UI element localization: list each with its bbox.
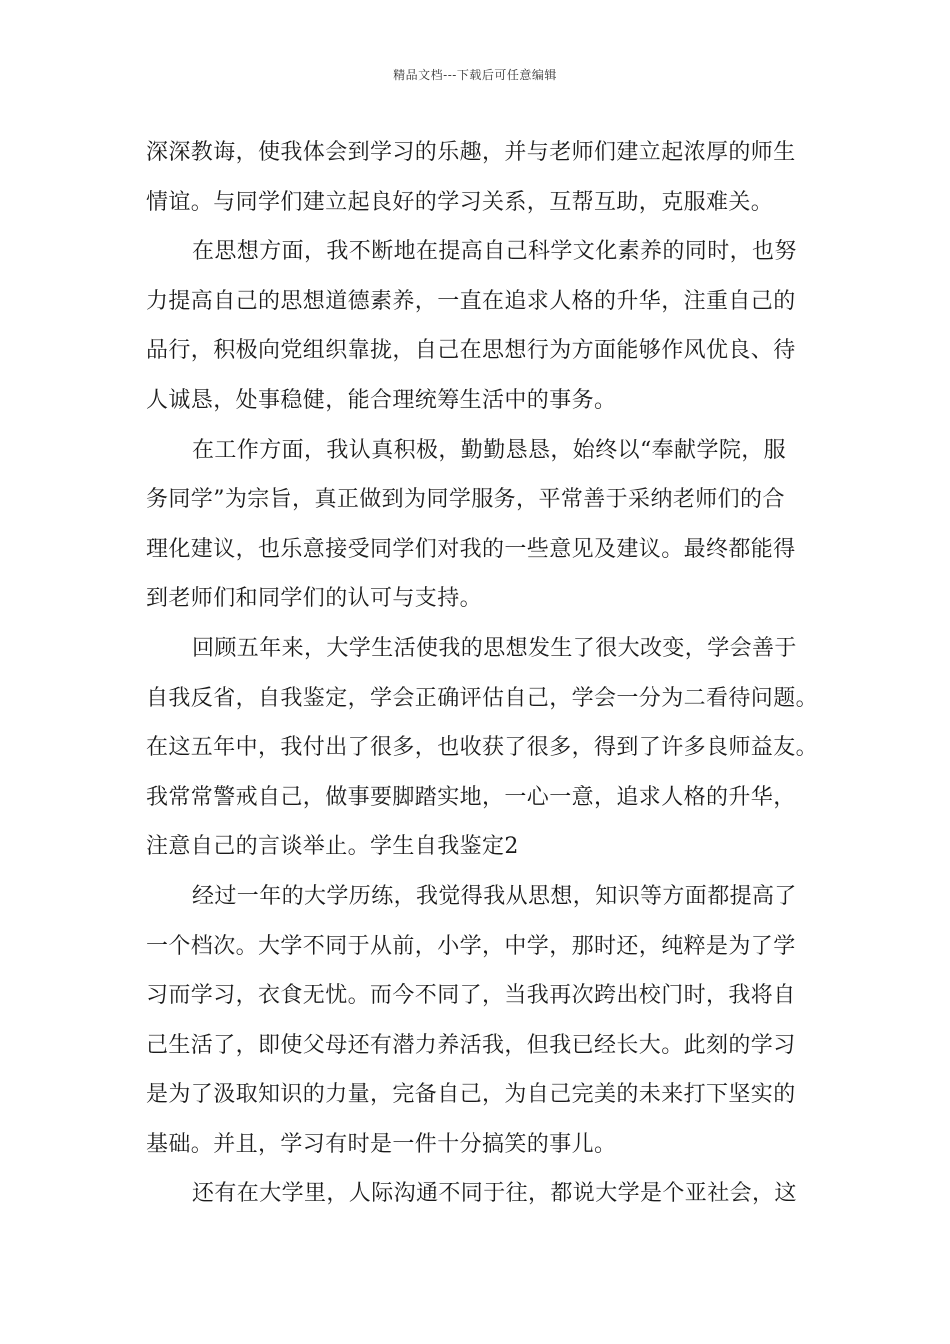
text-line: 理化建议，也乐意接受同学们对我的一些意见及建议。最终都能得 xyxy=(146,536,796,562)
text-line: 基础。并且，学习有时是一件十分搞笑的事儿。 xyxy=(146,1131,617,1157)
text-line: 是为了汲取知识的力量，完备自己，为自己完美的未来打下坚实的 xyxy=(146,1082,796,1108)
text-line: 在这五年中，我付出了很多，也收获了很多，得到了许多良师益友。 xyxy=(146,735,819,761)
text-line: 我常常警戒自己，做事要脚踏实地，一心一意，追求人格的升华， xyxy=(146,784,796,810)
text-line: 在工作方面，我认真积极，勤勤恳恳，始终以“奉献学院，服 xyxy=(192,437,787,463)
text-line: 一个档次。大学不同于从前，小学，中学，那时还，纯粹是为了学 xyxy=(146,933,796,959)
text-line: 在思想方面，我不断地在提高自己科学文化素养的同时，也努 xyxy=(192,239,797,265)
text-line: 回顾五年来，大学生活使我的思想发生了很大改变，学会善于 xyxy=(192,635,797,661)
text-line: 到老师们和同学们的认可与支持。 xyxy=(146,586,483,612)
text-line: 自我反省，自我鉴定，学会正确评估自己，学会一分为二看待问题。 xyxy=(146,685,819,711)
text-line: 己生活了，即使父母还有潜力养活我，但我已经长大。此刻的学习 xyxy=(146,1032,796,1058)
text-line: 注意自己的言谈举止。学生自我鉴定2 xyxy=(146,834,519,860)
text-line: 经过一年的大学历练，我觉得我从思想，知识等方面都提高了 xyxy=(192,883,797,909)
text-line: 力提高自己的思想道德素养，一直在追求人格的升华，注重自己的 xyxy=(146,288,796,314)
text-line: 品行，积极向党组织靠拢，自己在思想行为方面能够作风优良、待 xyxy=(146,338,796,364)
text-line: 情谊。与同学们建立起良好的学习关系，互帮互助，克服难关。 xyxy=(146,189,774,215)
text-line: 习而学习，衣食无忧。而今不同了，当我再次跨出校门时，我将自 xyxy=(146,983,796,1009)
text-line: 还有在大学里，人际沟通不同于往，都说大学是个亚社会，这 xyxy=(192,1181,797,1207)
page-header: 精品文档---下载后可任意编辑 xyxy=(393,68,557,82)
text-line: 人诚恳，处事稳健，能合理统筹生活中的事务。 xyxy=(146,387,617,413)
document-body xyxy=(146,128,822,1219)
text-line: 务同学”为宗旨，真正做到为同学服务，平常善于采纳老师们的合 xyxy=(146,487,785,513)
text-line: 深深教诲，使我体会到学习的乐趣，并与老师们建立起浓厚的师生 xyxy=(146,140,796,165)
